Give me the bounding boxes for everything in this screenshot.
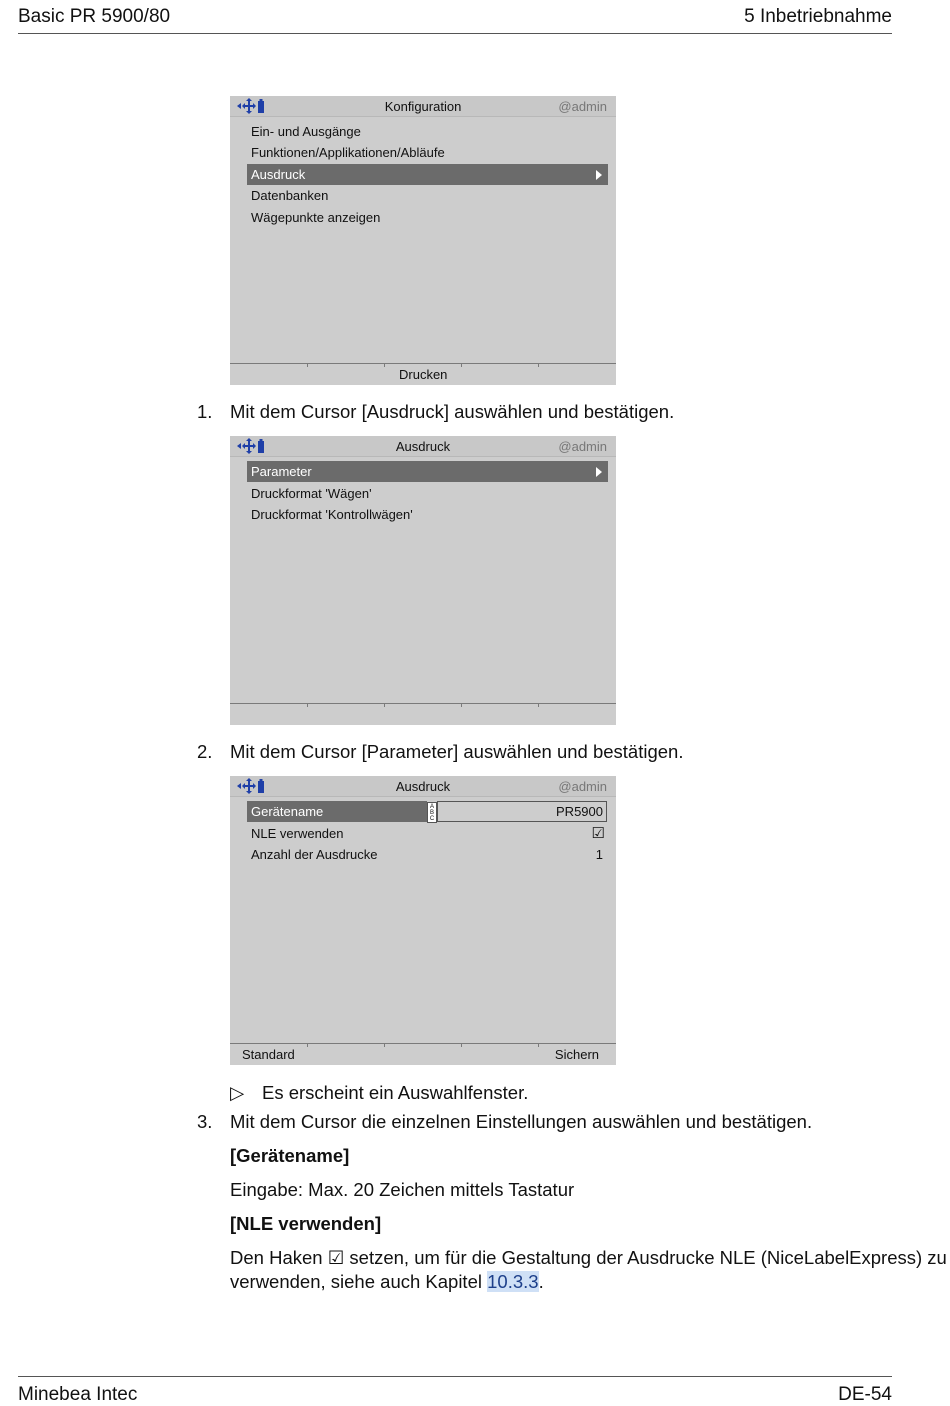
param-row-geraetename[interactable] xyxy=(247,801,427,822)
step-2 xyxy=(197,741,683,763)
step-number: 3. xyxy=(197,1111,213,1132)
menu-item-druckformat-kontrollwaegen[interactable]: Druckformat 'Kontrollwägen' xyxy=(251,507,413,522)
result-marker-icon: ▷ xyxy=(230,1082,245,1103)
submenu-arrow-icon xyxy=(596,467,602,477)
menu-item-ausdruck[interactable] xyxy=(247,164,608,185)
result-line xyxy=(230,1082,528,1104)
menu-item-datenbanken[interactable]: Datenbanken xyxy=(251,188,329,203)
document-title: Basic PR 5900/80 xyxy=(18,6,171,27)
step-text: Mit dem Cursor die einzelnen Einstellungen auswählen und bestätigen. xyxy=(230,1111,813,1132)
softkey-sichern[interactable]: Sichern xyxy=(554,1047,599,1062)
chapter-title: 5 Inbetriebnahme xyxy=(744,6,892,27)
section-heading-geraetename: [Gerätename] xyxy=(230,1145,350,1166)
softkey-drucken[interactable]: Drucken xyxy=(399,367,448,382)
abc-input-mode-icon: ABC xyxy=(427,802,437,823)
section-text-nle-line2: verwenden, siehe auch Kapitel 10.3.3. xyxy=(230,1271,544,1292)
page-number: DE-54 xyxy=(838,1384,892,1405)
step-3 xyxy=(197,1111,812,1133)
user-label: @admin xyxy=(558,779,607,794)
screen-title-bar xyxy=(230,96,616,117)
screen-konfiguration xyxy=(230,96,616,385)
screen-title-bar xyxy=(230,776,616,797)
screen-title: Konfiguration xyxy=(384,99,462,114)
screen-title: Ausdruck xyxy=(395,779,451,794)
user-label: @admin xyxy=(558,99,607,114)
softkey-bar xyxy=(230,363,616,385)
section-heading-nle: [NLE verwenden] xyxy=(230,1213,382,1234)
nle-checkbox[interactable]: ☑ xyxy=(591,825,605,842)
menu-item-waegepunkte[interactable]: Wägepunkte anzeigen xyxy=(251,210,381,225)
menu-item-label: Ausdruck xyxy=(251,167,306,182)
company-name: Minebea Intec xyxy=(18,1384,138,1405)
param-row-nle-verwenden[interactable] xyxy=(247,823,608,844)
chapter-link[interactable]: 10.3.3 xyxy=(487,1271,539,1292)
result-text: Es erscheint ein Auswahlfenster. xyxy=(262,1082,529,1103)
menu-item-label: Parameter xyxy=(251,464,312,479)
menu-item-ein-ausgaenge[interactable]: Ein- und Ausgänge xyxy=(251,124,361,139)
menu-item-funktionen[interactable]: Funktionen/Applikationen/Abläufe xyxy=(251,145,445,160)
screen-title: Ausdruck xyxy=(395,439,451,454)
submenu-arrow-icon xyxy=(596,170,602,180)
page-footer xyxy=(18,1376,892,1404)
step-1 xyxy=(197,401,674,423)
param-label: NLE verwenden xyxy=(251,826,344,841)
softkey-standard[interactable]: Standard xyxy=(242,1047,295,1062)
user-label: @admin xyxy=(558,439,607,454)
anzahl-value[interactable]: 1 xyxy=(595,847,603,862)
page-header xyxy=(18,6,892,34)
step-number: 1. xyxy=(197,401,213,422)
menu-item-druckformat-waegen[interactable]: Druckformat 'Wägen' xyxy=(251,486,372,501)
menu-item-parameter[interactable] xyxy=(247,461,608,482)
param-row-anzahl-ausdrucke[interactable] xyxy=(247,844,608,865)
param-label: Gerätename xyxy=(251,804,324,819)
softkey-bar xyxy=(230,1043,616,1065)
screen-ausdruck-parameter xyxy=(230,776,616,1065)
section-text-geraetename: Eingabe: Max. 20 Zeichen mittels Tastatur xyxy=(230,1179,575,1200)
screen-title-bar xyxy=(230,436,616,457)
geraetename-input[interactable]: PR5900 xyxy=(437,801,607,822)
section-text-nle-line1: Den Haken ☑ setzen, um für die Gestaltung der Ausdrucke NLE (NiceLabelExpress) zu xyxy=(230,1247,947,1268)
step-text: Mit dem Cursor [Ausdruck] auswählen und bestätigen. xyxy=(230,401,675,422)
softkey-bar xyxy=(230,703,616,725)
screen-ausdruck xyxy=(230,436,616,725)
step-number: 2. xyxy=(197,741,213,762)
param-label: Anzahl der Ausdrucke xyxy=(251,847,378,862)
step-text: Mit dem Cursor [Parameter] auswählen und bestätigen. xyxy=(230,741,684,762)
